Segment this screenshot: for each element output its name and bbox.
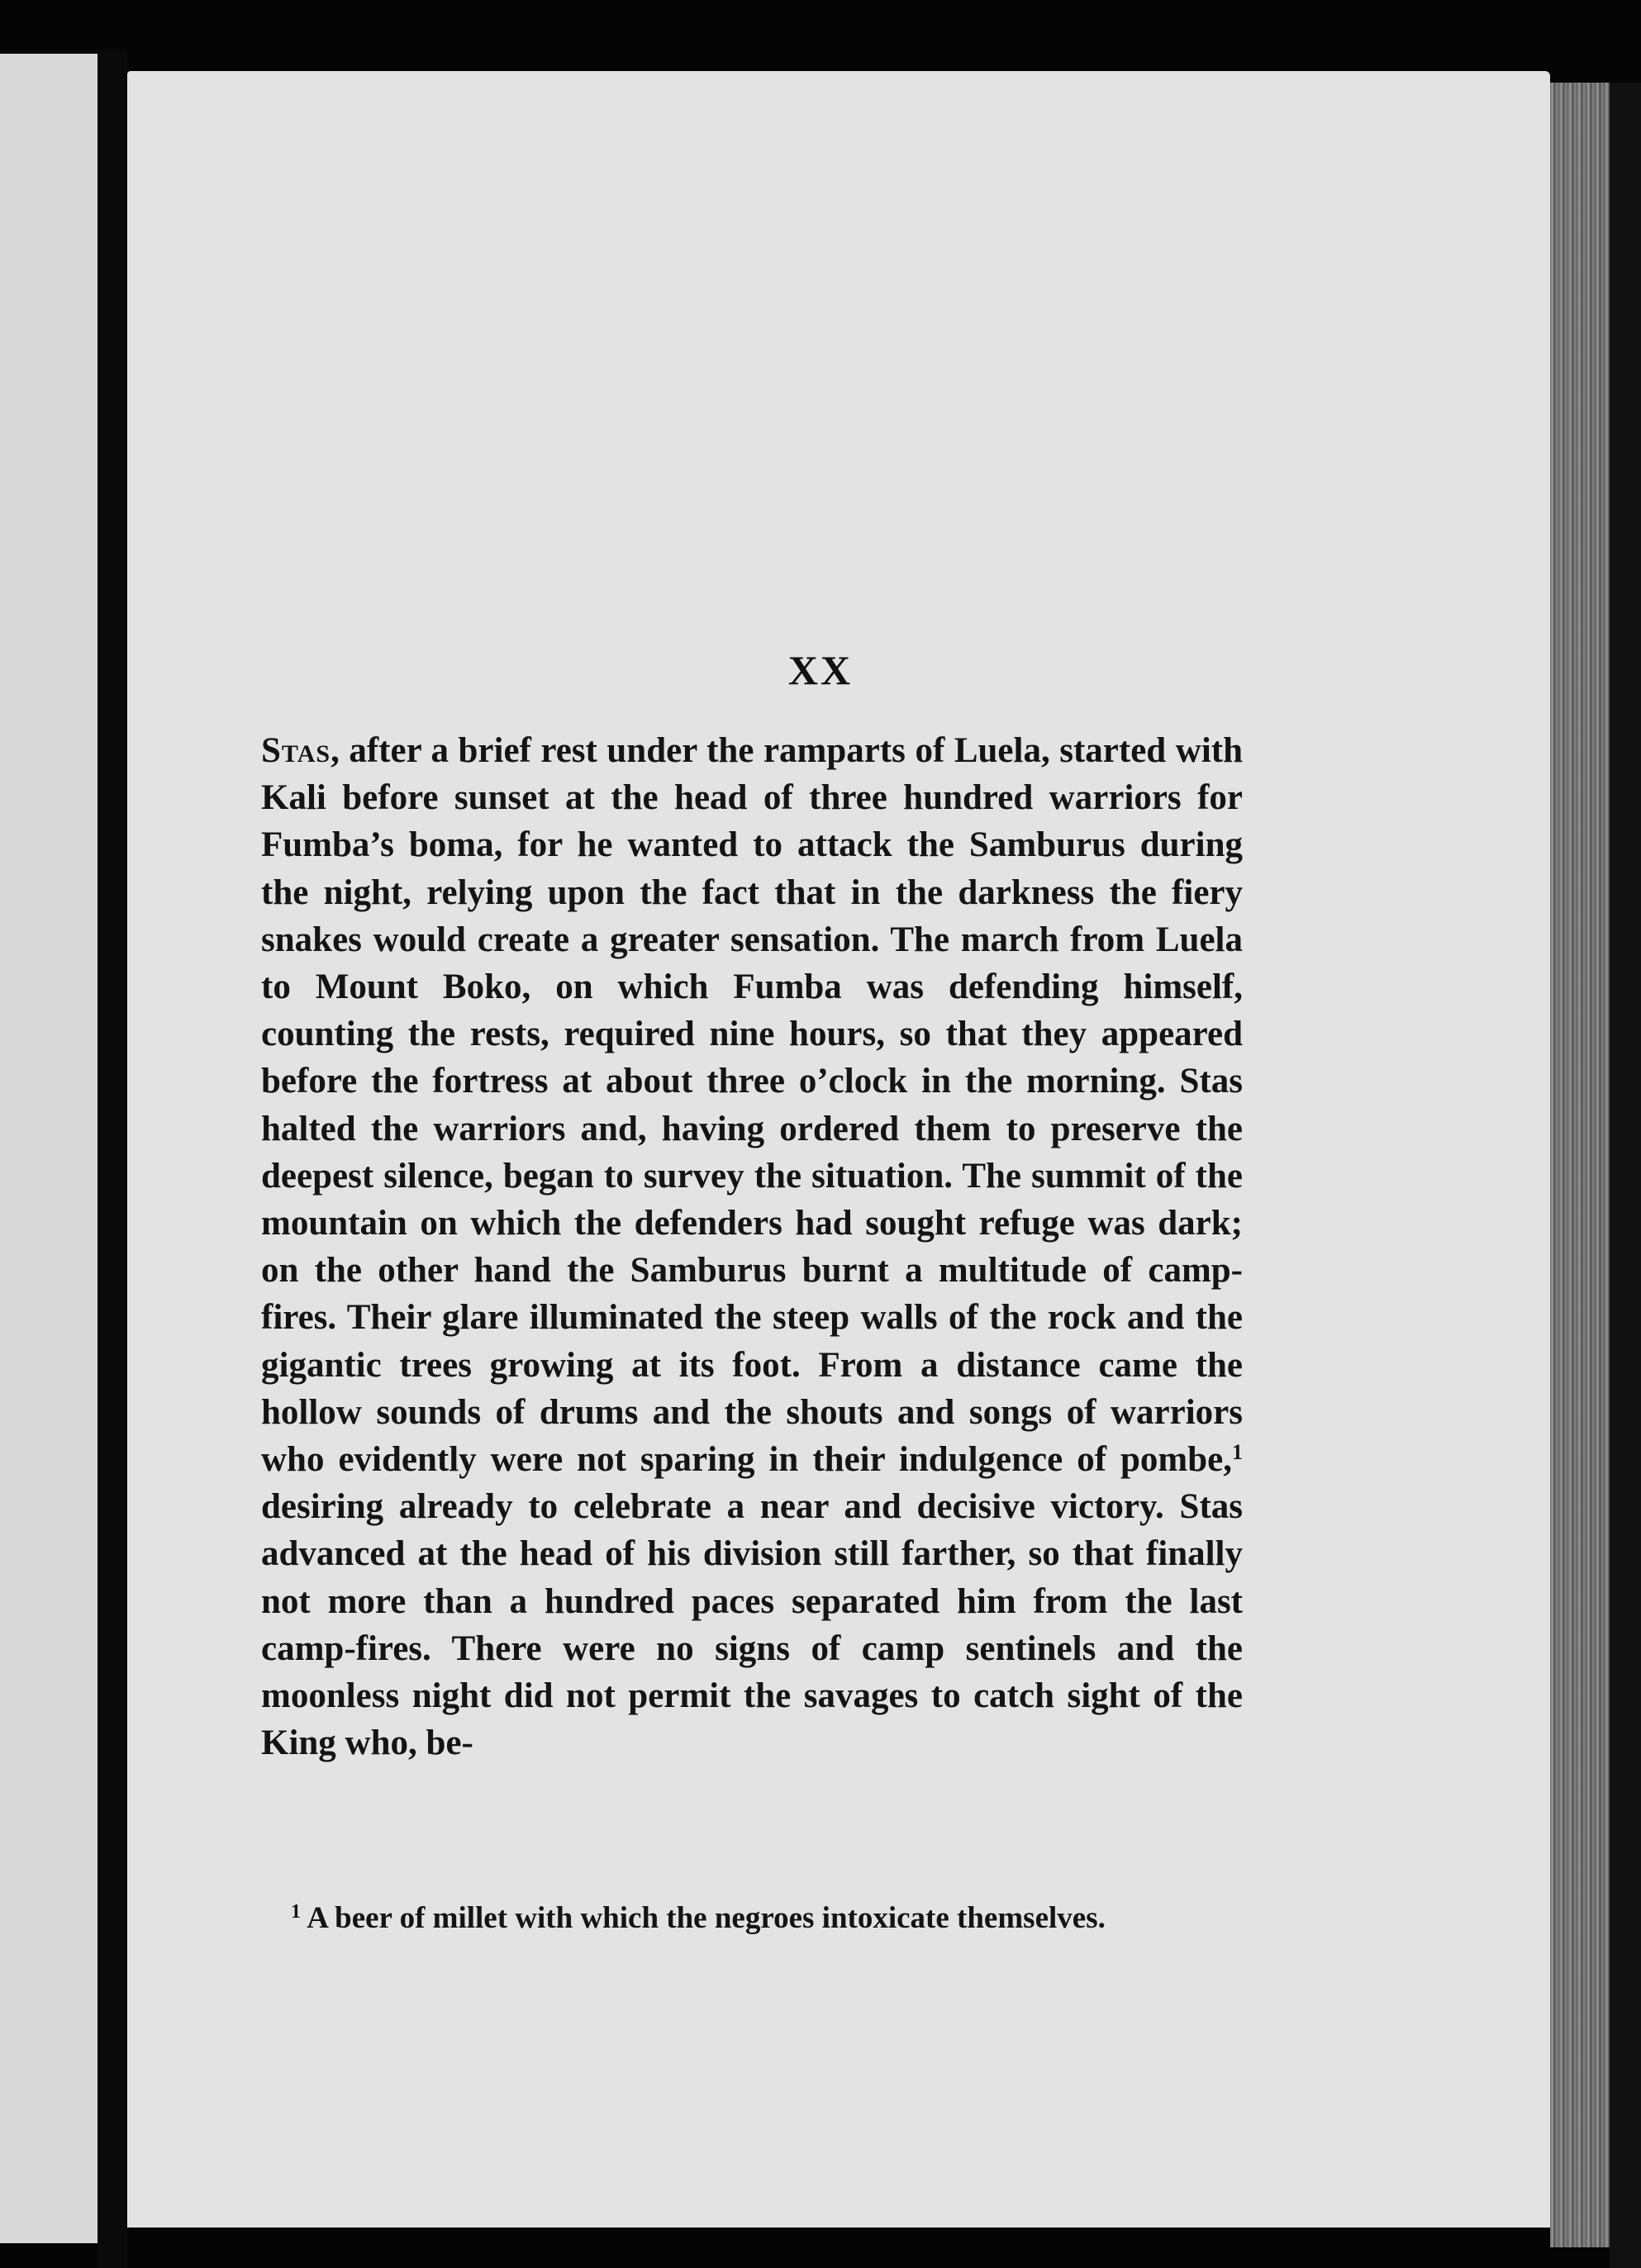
chapter-heading: XX xyxy=(787,647,854,693)
page-fore-edge xyxy=(1550,83,1610,2247)
footnote xyxy=(248,1900,1238,1937)
footnote-marker: 1 xyxy=(291,1901,301,1923)
body-text-part-1: , after a brief rest under the ramparts of Luela, started with Kali before sunset at the head of three hundred warriors for Fumba’s boma, for he wanted to attack the Samburus during the night, relying upon the fact that in the darkness the fiery snakes would create a greater sensation. The march from Luela to Mount Boko, on which Fumba was defending himself, counting the rests, required nine hours, so that they appeared before the fortress at about three o’clock in the morning. Stas halted the warriors and, having ordered them to preserve the deepest silence, began to survey the situation. The summit of the mountain on which the defenders had sought refuge was dark; on the other hand the Samburus burnt a multitude of camp-fires. Their glare illuminated the steep walls of the rock and the gigantic trees growing at its foot. From a distance came the hollow sounds of drums and the shouts and songs of warriors who evidently were not sparing in their indulgence of pombe, xyxy=(261,731,1243,1480)
left-page-edge xyxy=(0,54,98,2243)
scan-border xyxy=(1610,83,1641,2268)
footnote-text: A beer of millet with which the negroes intoxicate themselves. xyxy=(301,1901,1106,1935)
lead-word: Stas xyxy=(261,731,331,770)
book-gutter xyxy=(98,50,127,2268)
chapter-body-paragraph xyxy=(261,727,1243,1766)
body-text-part-2: desiring already to celebrate a near and decisive victory. Stas advanced at the head of his division still farther, so that finally not more than a hundred paces separated him from the last camp-fires. There were no signs of camp sentinels and the moonless night did not permit the savages to catch sight of the King who, be- xyxy=(261,1487,1243,1763)
footnote-reference[interactable]: 1 xyxy=(1232,1440,1243,1465)
